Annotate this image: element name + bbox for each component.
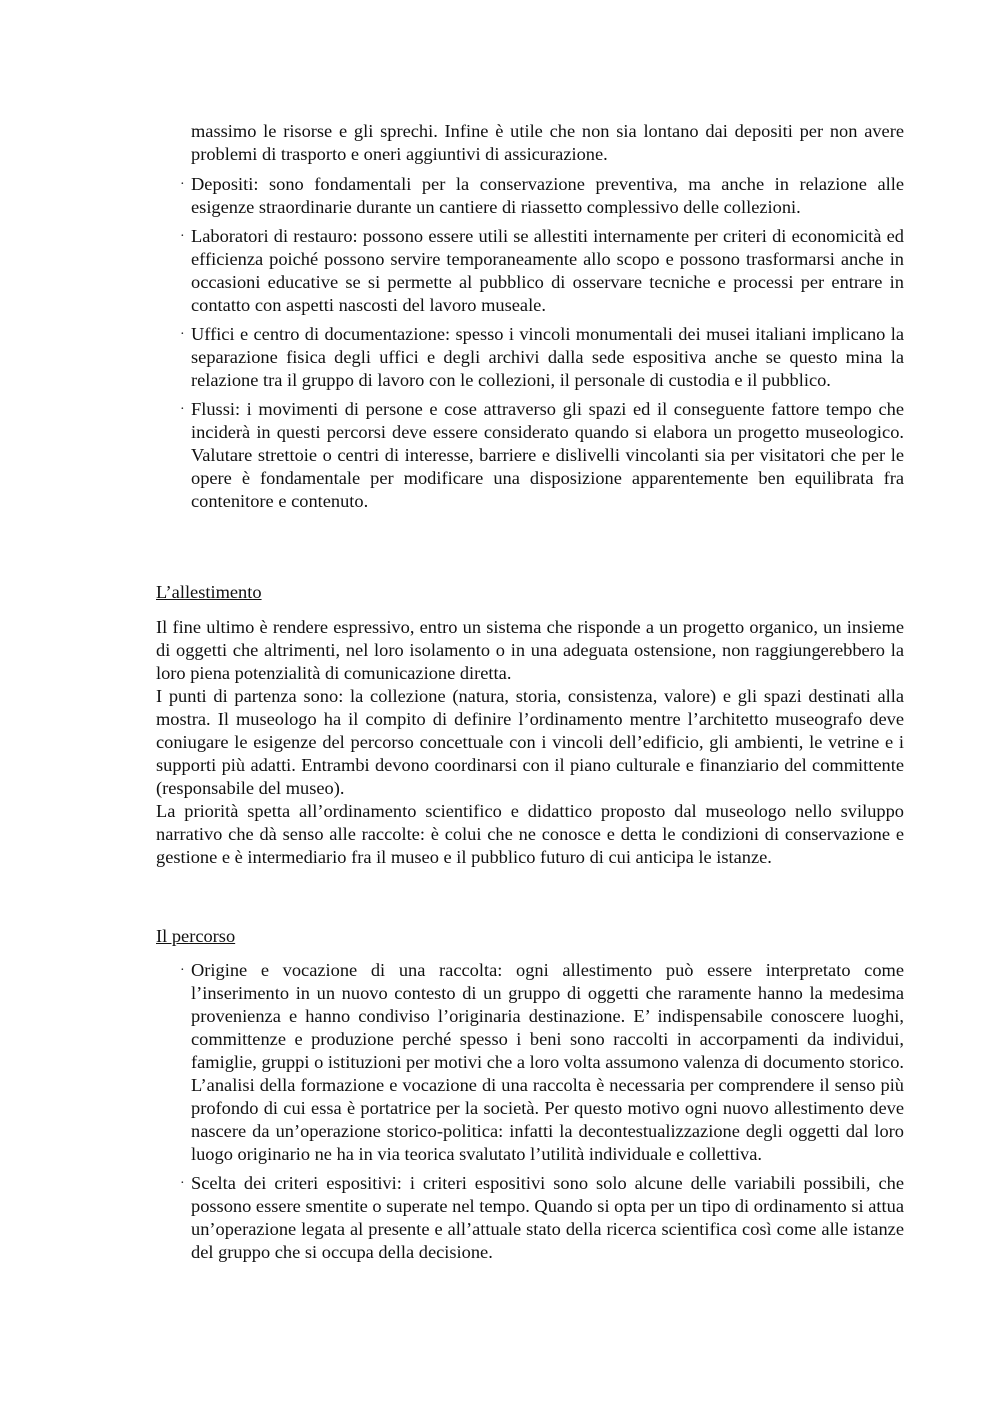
bullet-icon: ·: [180, 402, 185, 417]
list-item-text: Origine e vocazione di una raccolta: ogni allestimento può essere interpretato come l’inserimento in un nuovo contesto di un gruppo di oggetti che raramente hanno la medesima provenienza e hanno condiviso l’originaria destinazione. E’ indispensabile conoscere luoghi, committenze e produzione perché spesso i beni sono raccolti in accorpamenti da individui, famiglie, gruppi o istituzioni per motivi che a loro volta assumono valenza di documento storico. L’analisi della formazione e vocazione di una raccolta è necessaria per comprendere il senso più profondo di cui essa è portatrice per la società. Per questo motivo ogni nuovo allestimento deve nascere da un’operazione storico-politica: infatti la decontestualizzazione degli oggetti dal loro luogo originario ne ha in via teorica svalutato l’utilità individuale e collettiva.: [191, 960, 904, 1164]
section-heading-allestimento: L’allestimento: [156, 582, 262, 602]
list-item: [156, 225, 904, 317]
list-item: [156, 398, 904, 513]
list-item-text: Flussi: i movimenti di persone e cose attraverso gli spazi ed il conseguente fattore tempo che inciderà in questi percorsi deve essere considerato quando si elabora un progetto museologico. Valutare strettoie o centri di interesse, barriere e dislivelli vincolanti sia per visitatori che per le opere è fondamentale per modificare una disposizione apparentemente ben equilibrata fra contenitore e contenuto.: [191, 399, 904, 511]
bullet-icon: ·: [180, 229, 185, 244]
list-item: [156, 959, 904, 1166]
list-item-text: Laboratori di restauro: possono essere utili se allestiti internamente per criteri di economicità ed efficienza poiché possono servire temporaneamente allo scopo e possono trasformarsi anche in occasioni educative se si permette al pubblico di osservare tecniche e processi per entrare in contatto con aspetti nascosti del lavoro museale.: [191, 226, 904, 315]
bullet-icon: ·: [180, 177, 185, 192]
list-item: [156, 1172, 904, 1264]
list-item: [156, 323, 904, 392]
continuation-paragraph: massimo le risorse e gli sprechi. Infine è utile che non sia lontano dai depositi per non avere problemi di trasporto e oneri aggiuntivi di assicurazione.: [191, 121, 904, 164]
section-heading-percorso: Il percorso: [156, 926, 236, 946]
list-item-text: Scelta dei criteri espositivi: i criteri espositivi sono solo alcune delle variabili possibili, che possono essere smentite o superate nel tempo. Quando si opta per un tipo di ordinamento si attua un’operazione legata al presente e all’attuale stato della ricerca scientifica così come alle istanze del gruppo che si occupa della decisione.: [191, 1173, 904, 1262]
paragraph: La priorità spetta all’ordinamento scientifico e didattico proposto dal museologo nello sviluppo narrativo che dà senso alle raccolte: è colui che ne conosce e detta le condizioni di conservazione e gestione e è intermediario fra il museo e il pubblico futuro di cui anticipa le istanze.: [156, 801, 904, 867]
bullet-icon: ·: [180, 1176, 185, 1191]
percorso-list: [156, 959, 904, 1270]
list-item: [156, 173, 904, 219]
list-item-text: Uffici e centro di documentazione: spesso i vincoli monumentali dei musei italiani implicano la separazione fisica degli uffici e degli archivi dalla sede espositiva anche se questo mina la relazione tra il gruppo di lavoro con le collezioni, il personale di custodia e il pubblico.: [191, 324, 904, 390]
facilities-list: [156, 173, 904, 519]
bullet-icon: ·: [180, 963, 185, 978]
bullet-icon: ·: [180, 327, 185, 342]
list-item-text: Depositi: sono fondamentali per la conservazione preventiva, ma anche in relazione alle esigenze straordinarie durante un cantiere di riassetto complessivo delle collezioni.: [191, 174, 904, 217]
paragraph: Il fine ultimo è rendere espressivo, entro un sistema che risponde a un progetto organico, un insieme di oggetti che altrimenti, nel loro isolamento o in una adeguata ostensione, non raggiungerebbero la loro piena potenzialità di comunicazione diretta.: [156, 617, 904, 683]
allestimento-body: [156, 616, 904, 869]
paragraph: I punti di partenza sono: la collezione (natura, storia, consistenza, valore) e gli spazi destinati alla mostra. Il museologo ha il compito di definire l’ordinamento mentre l’architetto museografo deve coniugare le esigenze del percorso concettuale con i vincoli dell’edificio, gli ambienti, le vetrine e i supporti più adatti. Entrambi devono coordinarsi con il piano culturale e finanziario del committente (responsabile del museo).: [156, 686, 904, 798]
